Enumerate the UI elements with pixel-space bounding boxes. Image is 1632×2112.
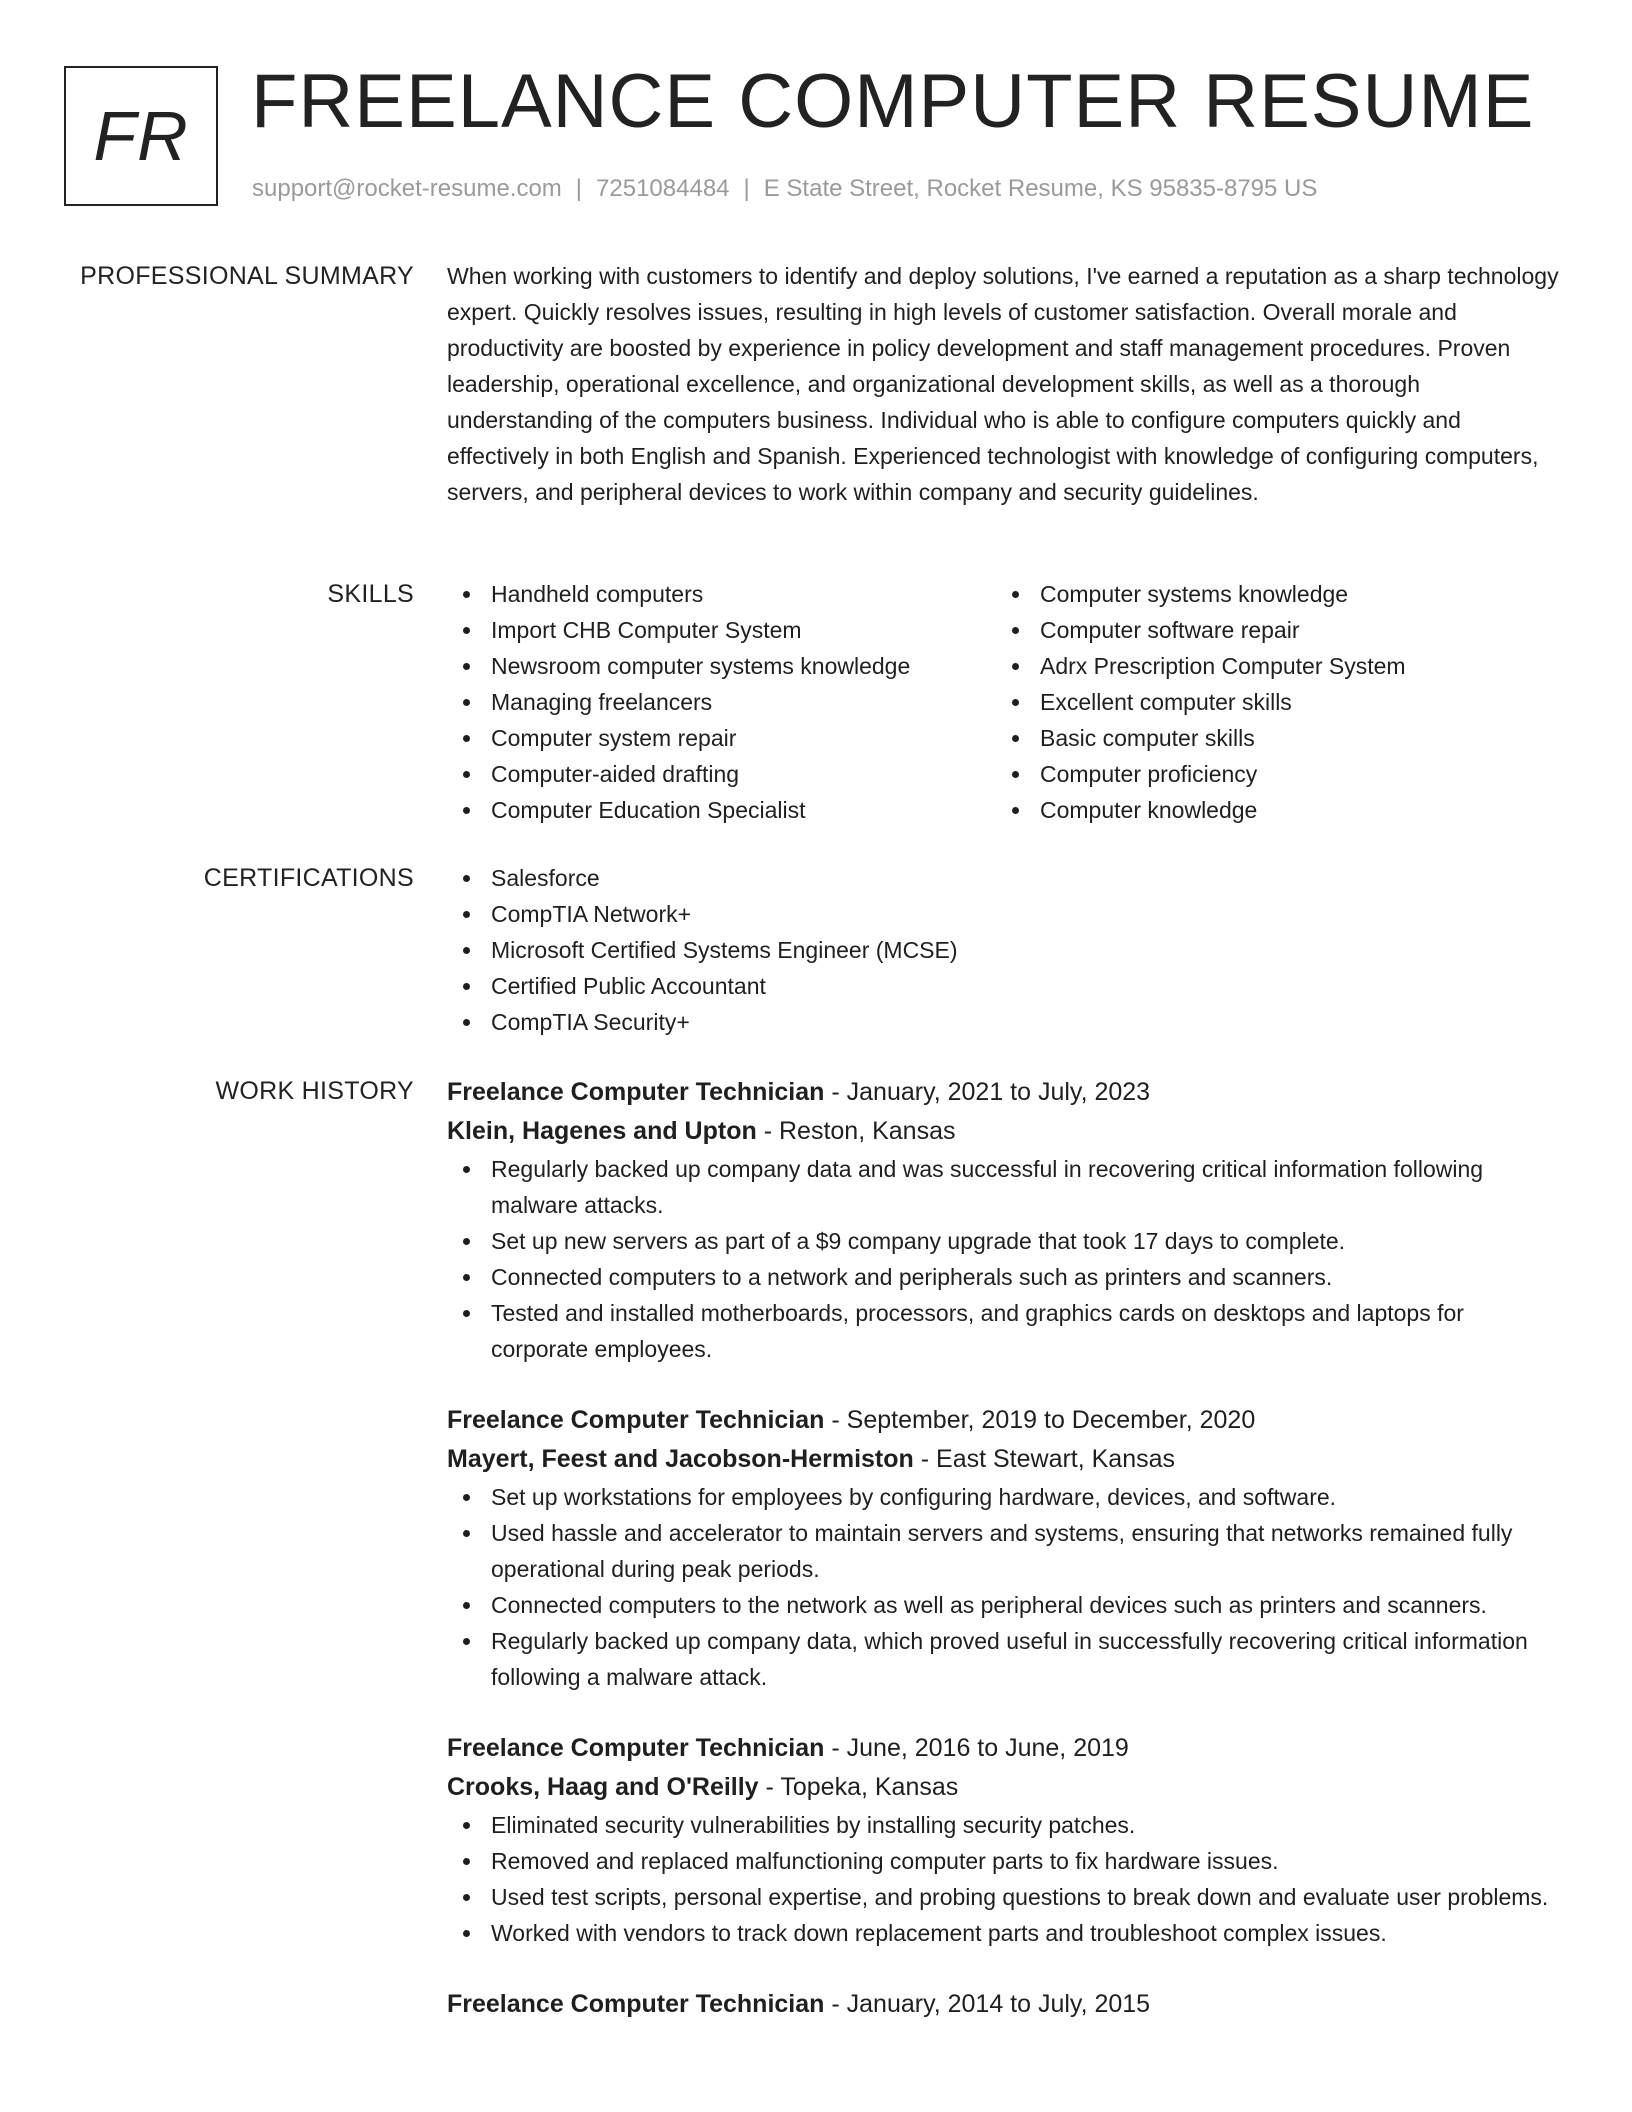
job-company-line xyxy=(447,1768,1567,1807)
job-duty-item: Regularly backed up company data and was successful in recovering critical information following malware attacks. xyxy=(447,1151,1567,1223)
job-company: Crooks, Haag and O'Reilly xyxy=(447,1773,759,1801)
job-duties-list xyxy=(447,1807,1567,1951)
job-duty-item: Set up new servers as part of a $9 company upgrade that took 17 days to complete. xyxy=(447,1223,1567,1259)
job-title: Freelance Computer Technician xyxy=(447,1990,825,2018)
job-location: - Reston, Kansas xyxy=(756,1117,956,1145)
job-company-line xyxy=(447,1440,1567,1479)
contact-separator: | xyxy=(575,175,583,202)
job-duty-item: Used hassle and accelerator to maintain servers and systems, ensuring that networks remained fully operational during peak periods. xyxy=(447,1515,1567,1587)
monogram-text: FR xyxy=(93,97,189,175)
certification-item: Salesforce xyxy=(447,860,1567,896)
contact-email: support@rocket-resume.com xyxy=(252,175,562,202)
skill-item: Computer proficiency xyxy=(996,756,1545,792)
job-duties-list xyxy=(447,1151,1567,1367)
skill-item: Adrx Prescription Computer System xyxy=(996,648,1545,684)
certification-item: Microsoft Certified Systems Engineer (MCSE) xyxy=(447,932,1567,968)
job-title: Freelance Computer Technician xyxy=(447,1734,825,1762)
job-dates: - June, 2016 to June, 2019 xyxy=(824,1734,1129,1762)
job-company: Klein, Hagenes and Upton xyxy=(447,1117,757,1145)
summary-heading: PROFESSIONAL SUMMARY xyxy=(80,262,414,290)
job-dates: - January, 2021 to July, 2023 xyxy=(824,1078,1151,1106)
job-title: Freelance Computer Technician xyxy=(447,1406,825,1434)
contact-phone: 7251084484 xyxy=(596,175,730,202)
job-entry xyxy=(447,1985,1567,2024)
skill-item: Excellent computer skills xyxy=(996,684,1545,720)
job-title-line xyxy=(447,1401,1567,1440)
certification-item: Certified Public Accountant xyxy=(447,968,1567,1004)
job-duty-item: Removed and replaced malfunctioning computer parts to fix hardware issues. xyxy=(447,1843,1567,1879)
job-title-line xyxy=(447,1073,1567,1112)
summary-text: When working with customers to identify and deploy solutions, I've earned a reputation as a sharp technology expert. Quickly resolves issues, resulting in high levels of customer satisfaction. Overall morale and productivity are boosted by experience in policy development and staff management procedures. Proven leadership, operational excellence, and organizational development skills, as well as a thorough understanding of the computers business. Individual who is able to configure computers quickly and effectively in both English and Spanish. Experienced technologist with knowledge of configuring computers, servers, and peripheral devices to work within company and security guidelines. xyxy=(447,263,1559,505)
certification-item: CompTIA Security+ xyxy=(447,1004,1567,1040)
job-company-line xyxy=(447,1112,1567,1151)
job-duty-item: Set up workstations for employees by configuring hardware, devices, and software. xyxy=(447,1479,1567,1515)
job-entry xyxy=(447,1729,1567,1951)
certifications-list xyxy=(447,860,1567,1040)
summary-body xyxy=(447,258,1567,510)
job-duty-item: Regularly backed up company data, which proved useful in successfully recovering critical information following a malware attack. xyxy=(447,1623,1567,1695)
job-company: Mayert, Feest and Jacobson-Hermiston xyxy=(447,1445,914,1473)
skill-item: Basic computer skills xyxy=(996,720,1545,756)
job-location: - Topeka, Kansas xyxy=(758,1773,959,1801)
job-title-line xyxy=(447,1985,1567,2024)
work-history-heading: WORK HISTORY xyxy=(215,1077,414,1105)
certifications-body xyxy=(447,860,1567,1040)
skill-item: Computer Education Specialist xyxy=(447,792,996,828)
skill-item: Computer-aided drafting xyxy=(447,756,996,792)
job-location: - East Stewart, Kansas xyxy=(913,1445,1176,1473)
skill-item: Computer knowledge xyxy=(996,792,1545,828)
skills-heading: SKILLS xyxy=(327,580,414,608)
skill-item: Newsroom computer systems knowledge xyxy=(447,648,996,684)
job-dates: - January, 2014 to July, 2015 xyxy=(824,1990,1151,2018)
contact-line xyxy=(252,174,1317,204)
skill-item: Import CHB Computer System xyxy=(447,612,996,648)
job-duty-item: Connected computers to a network and peripherals such as printers and scanners. xyxy=(447,1259,1567,1295)
job-title-line xyxy=(447,1729,1567,1768)
contact-address: E State Street, Rocket Resume, KS 95835-8795 US xyxy=(763,175,1318,202)
job-entry xyxy=(447,1073,1567,1367)
monogram-logo xyxy=(64,66,218,206)
job-duties-list xyxy=(447,1479,1567,1695)
skill-item: Handheld computers xyxy=(447,576,996,612)
job-duty-item: Eliminated security vulnerabilities by installing security patches. xyxy=(447,1807,1567,1843)
certifications-heading: CERTIFICATIONS xyxy=(203,864,414,892)
skill-item: Computer systems knowledge xyxy=(996,576,1545,612)
job-title: Freelance Computer Technician xyxy=(447,1078,825,1106)
contact-separator: | xyxy=(743,175,750,202)
job-entry xyxy=(447,1401,1567,1695)
certification-item: CompTIA Network+ xyxy=(447,896,1567,932)
job-duty-item: Worked with vendors to track down replacement parts and troubleshoot complex issues. xyxy=(447,1915,1567,1951)
skills-list-left xyxy=(447,576,996,828)
work-history-body xyxy=(447,1073,1567,2058)
skills-list-right xyxy=(996,576,1545,828)
job-duty-item: Used test scripts, personal expertise, and probing questions to break down and evaluate user problems. xyxy=(447,1879,1567,1915)
job-dates: - September, 2019 to December, 2020 xyxy=(824,1406,1256,1434)
job-duty-item: Connected computers to the network as well as peripheral devices such as printers and scanners. xyxy=(447,1587,1567,1623)
skill-item: Managing freelancers xyxy=(447,684,996,720)
skill-item: Computer software repair xyxy=(996,612,1545,648)
skills-body xyxy=(447,576,1567,828)
job-duty-item: Tested and installed motherboards, processors, and graphics cards on desktops and laptops for corporate employees. xyxy=(447,1295,1567,1367)
resume-title: FREELANCE COMPUTER RESUME xyxy=(251,59,1535,144)
skill-item: Computer system repair xyxy=(447,720,996,756)
